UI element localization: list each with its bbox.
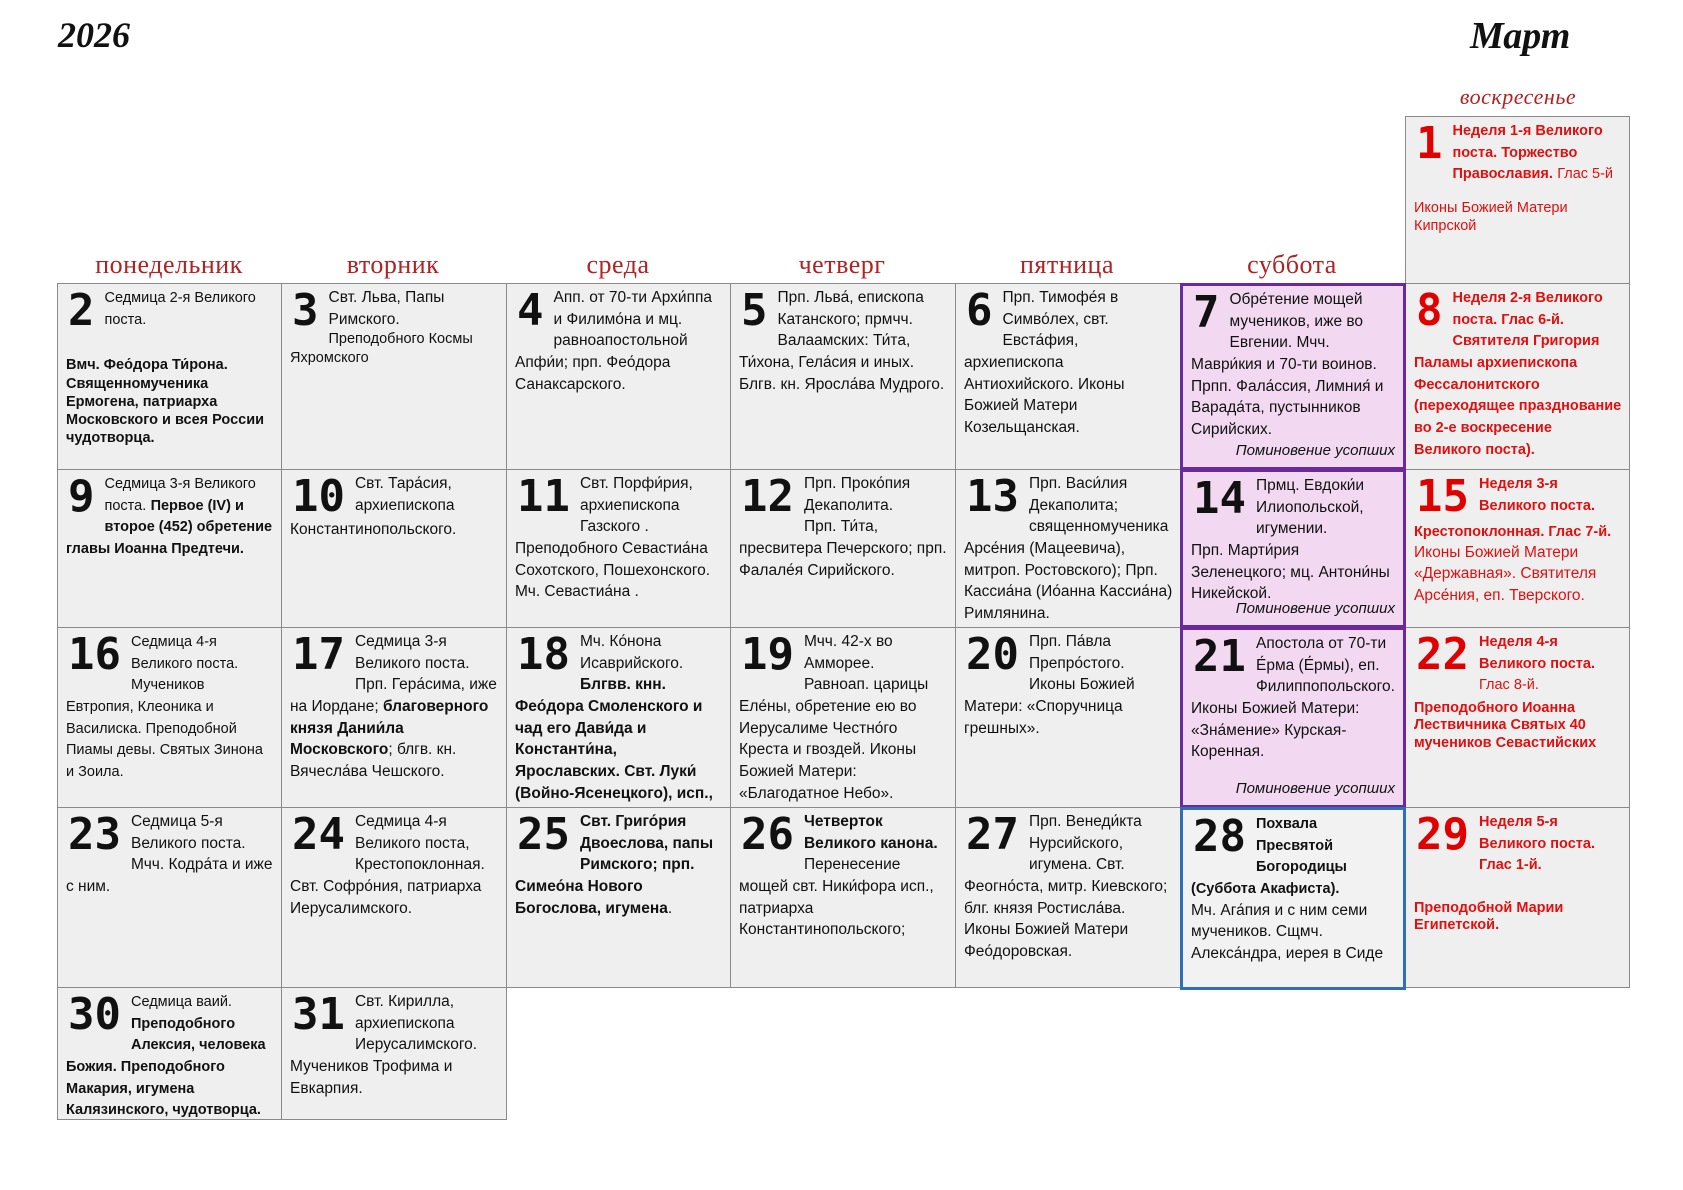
- day-text: Перенесение мощей свт. Ники́фора исп., патриарха Константинопольского;: [739, 856, 934, 939]
- day-text: Мч. Ко́нона Исаврийского.: [579, 633, 684, 672]
- day-cell-22[interactable]: [1405, 627, 1630, 808]
- day-cell-14[interactable]: [1180, 469, 1406, 628]
- day-cell-23[interactable]: [57, 807, 282, 988]
- day-text-2: Прп. Гера́сима, иже на Иордане;: [290, 676, 497, 716]
- day-cell-8[interactable]: [1405, 283, 1630, 470]
- day-title-2: Преподобной Марии Египетской.: [1414, 900, 1564, 934]
- day-number: 8: [1416, 285, 1443, 336]
- weekday-monday: понедельник: [95, 250, 243, 279]
- day-text: Седмица 4-я Великого поста, Крестопоклонная. Свт. Софро́ния, патриарха Иерусалимского.: [290, 813, 485, 917]
- day-feast: Вмч. Фео́дора Ти́рона. Священномученика Ермогена, патриарха Московского и всея России чудотворца.: [66, 357, 265, 446]
- day-text: Прмц. Евдоки́и Илиопольской, игумении.: [1255, 477, 1365, 538]
- day-cell-17[interactable]: [281, 627, 507, 808]
- day-feast: Блгвв. кнн. Фео́дора Смоленского и чад его Дави́да и Константи́на, Ярославских. Свт. Луки́ (Войно-Ясенецкого), исп.,: [515, 676, 713, 802]
- day-number: 11: [517, 471, 570, 522]
- day-text: Прп. Льва́, епископа Катанского; прмчч. Валаамских: Ти́та, Ти́хона, Гела́сия и иных. Блгв. кн. Яросла́ва Мудрого.: [739, 289, 945, 393]
- day-cell-12[interactable]: [730, 469, 956, 628]
- day-cell-30[interactable]: [57, 987, 282, 1120]
- day-text: Прп. Тимофе́я в Симво́лех, свт. Евста́фия, архиепископа Антиохийского. Иконы Божией Матери Козельщанская.: [964, 289, 1125, 437]
- day-cell-18[interactable]: [506, 627, 731, 808]
- day-cell-5[interactable]: [730, 283, 956, 470]
- day-text: Иконы Божией Матери Кипрской: [1414, 200, 1568, 235]
- day-number: 5: [741, 285, 768, 336]
- day-number: 23: [68, 809, 121, 860]
- day-number: 12: [741, 471, 794, 522]
- day-text: Седмица 4-я Великого поста. Мучеников Евтропия, Клеоника и Василиска. Преподобной Пиамы девы. Святых Зинона и Зоила.: [66, 634, 263, 781]
- day-feast: Четверток Великого канона.: [803, 813, 938, 852]
- day-cell-29[interactable]: [1405, 807, 1630, 988]
- day-feast: Преподобного Алексия, человека Божия. Преподобного Макария, игумена Калязинского, чудотворца.: [66, 1015, 266, 1119]
- day-text-2: Иконы Божией Матери: «Споручница грешных».: [964, 676, 1135, 737]
- day-cell-24[interactable]: [281, 807, 507, 988]
- day-text-2: Преподобного Космы Яхромского: [290, 331, 473, 366]
- day-cell-3[interactable]: [281, 283, 507, 470]
- day-title: Неделя 2-я Великого поста. Глас 6-й. Святителя Григория Паламы архиепископа Фессалонитского (переходящее празднование во 2-е воскресение Великого поста).: [1414, 290, 1622, 458]
- day-cell-19[interactable]: [730, 627, 956, 808]
- day-text: Свт. Кирилла, архиепископа Иерусалимского. Мучеников Трофима и Евкарпия.: [290, 993, 478, 1097]
- day-cell-11[interactable]: [506, 469, 731, 628]
- day-cell-26[interactable]: [730, 807, 956, 988]
- day-text: Свт. Тара́сия, архиепископа Константинопольского.: [290, 475, 457, 538]
- day-cell-16[interactable]: [57, 627, 282, 808]
- day-number: 30: [68, 989, 121, 1040]
- day-text: Прп. Венеди́кта Нурсийского, игумена. Свт. Феогно́ста, митр. Киевского; блг. князя Ростисла́ва. Иконы Божией Матери Фео́доровская.: [964, 813, 1168, 961]
- memorial-label: Поминовение усопших: [1235, 780, 1395, 797]
- day-number: 9: [68, 471, 95, 522]
- year-title: 2026: [58, 15, 130, 55]
- day-text: Апостола от 70-ти Е́рма (Е́рмы), еп. Филиппопольского. Иконы Божией Матери: «Зна́мение» Курская-Коренная.: [1191, 635, 1395, 761]
- day-number: 17: [292, 629, 345, 680]
- day-text: Обре́тение мощей мучеников, иже во Евгении. Мчч. Маври́кия и 70-ти воинов. Прпп. Фала́ссия, Лимния́ и Варада́та, пустынников Сирийских.: [1191, 291, 1384, 439]
- weekday-thursday: четверг: [798, 250, 886, 279]
- day-text: Иконы Божией Матери «Державная». Святителя Арсе́ния, еп. Тверского.: [1414, 543, 1597, 605]
- day-text-2: Прп. Марти́рия Зеленецкого; мц. Антони́ны Никейской.: [1191, 542, 1390, 603]
- day-number: 3: [292, 285, 319, 336]
- day-cell-4[interactable]: [506, 283, 731, 470]
- day-number: 1: [1416, 118, 1443, 169]
- day-cell-27[interactable]: [955, 807, 1181, 988]
- day-title-2: Крестопоклонная. Глас 7-й.: [1414, 524, 1612, 541]
- day-title: Неделя 1-я Великого поста. Торжество Православия.: [1452, 123, 1603, 183]
- day-feast: Первое (IV) и второе (452) обретение главы Иоанна Предтечи.: [66, 497, 273, 558]
- day-number: 24: [292, 809, 345, 860]
- day-cell-20[interactable]: [955, 627, 1181, 808]
- day-feast: Похвала Пресвятой Богородицы (Суббота Акафиста).: [1191, 816, 1347, 898]
- day-text: Апп. от 70-ти Архи́ппа и Филимо́на и мц. равноапостольной Апфи́и; прп. Фео́дора Санаксарского.: [515, 289, 712, 393]
- day-cell-21[interactable]: [1180, 627, 1406, 808]
- day-number: 4: [517, 285, 544, 336]
- day-text: Седмица 3-я Великого поста.: [104, 476, 256, 514]
- day-number: 27: [966, 809, 1019, 860]
- day-cell-6[interactable]: [955, 283, 1181, 470]
- day-number: 16: [68, 629, 121, 680]
- day-number: 29: [1416, 809, 1469, 860]
- day-number: 31: [292, 989, 345, 1040]
- day-feast: благоверного князя Дании́ла Московского: [290, 698, 489, 759]
- day-text-2: Прп. Ти́та, пресвитера Печерского; прп. Фалале́я Сирийского.: [739, 518, 947, 579]
- day-number: 19: [741, 629, 794, 680]
- day-text: Мчч. 42-х во Амморее.: [803, 633, 893, 672]
- day-cell-1[interactable]: [1405, 116, 1630, 284]
- day-text: Седмица 2-я Великого поста.: [104, 290, 256, 328]
- day-number: 7: [1193, 287, 1220, 338]
- day-text-3: ; блгв. кн. Вячесла́ва Чешского.: [290, 741, 457, 781]
- day-text: Седмица 3-я Великого поста.: [354, 633, 470, 672]
- day-title: Неделя 3-я Великого поста.: [1478, 476, 1595, 514]
- weekday-saturday: суббота: [1247, 250, 1337, 279]
- day-title: Неделя 4-я Великого поста.: [1478, 634, 1595, 672]
- memorial-label: Поминовение усопших: [1235, 442, 1395, 459]
- day-number: 20: [966, 629, 1019, 680]
- day-text: Седмица ваий.: [130, 994, 232, 1010]
- day-text: Прп. Проко́пия Декаполита.: [803, 475, 911, 514]
- day-number: 2: [68, 285, 95, 336]
- day-number: 26: [741, 809, 794, 860]
- day-text: Свт. Льва, Папы Римского.: [328, 289, 445, 328]
- day-title-2: Преподобного Иоанна Лествичника Святых 40 мучеников Севастийских: [1414, 700, 1597, 751]
- day-cell-9[interactable]: [57, 469, 282, 628]
- day-cell-2[interactable]: [57, 283, 282, 470]
- day-cell-7[interactable]: [1180, 283, 1406, 470]
- day-text: Мч. Ага́пия и с ним семи мучеников. Сщмч. Алекса́ндра, иерея в Сиде: [1191, 901, 1384, 963]
- month-title: Март: [1470, 15, 1571, 57]
- day-text: Седмица 5-я Великого поста. Мчч. Кодра́та и иже с ним.: [66, 813, 273, 896]
- day-tone: Глас 8-й.: [1478, 677, 1539, 694]
- day-text: Свт. Порфи́рия, архиепископа Газского . Преподобного Севастиа́на Сохотского, Пошехонского. Мч. Севастиа́на .: [515, 475, 711, 601]
- day-number: 25: [517, 809, 570, 860]
- day-title: Неделя 5-я Великого поста. Глас 1-й.: [1478, 814, 1595, 874]
- day-feast: Свт. Григо́рия Двоеслова, папы Римского; прп. Симео́на Нового Богослова, игумена: [515, 813, 714, 917]
- weekday-sunday: воскресенье: [1459, 84, 1577, 109]
- day-text: Прп. Па́вла Препро́стого.: [1028, 633, 1125, 672]
- day-number: 28: [1193, 811, 1246, 862]
- weekday-friday: пятница: [1019, 250, 1115, 279]
- day-cell-25[interactable]: [506, 807, 731, 988]
- day-number: 18: [517, 629, 570, 680]
- day-number: 21: [1193, 631, 1246, 682]
- day-number: 15: [1416, 471, 1469, 522]
- day-cell-10[interactable]: [281, 469, 507, 628]
- memorial-label: Поминовение усопших: [1235, 600, 1395, 617]
- day-tone: Глас 5-й: [1557, 166, 1614, 183]
- weekday-tuesday: вторник: [346, 250, 440, 279]
- day-number: 6: [966, 285, 993, 336]
- day-number: 13: [966, 471, 1019, 522]
- day-cell-31[interactable]: [281, 987, 507, 1120]
- day-cell-28[interactable]: [1180, 807, 1406, 990]
- day-cell-13[interactable]: [955, 469, 1181, 628]
- weekday-wednesday: среда: [586, 250, 650, 279]
- day-cell-15[interactable]: [1405, 469, 1630, 628]
- day-number: 22: [1416, 629, 1469, 680]
- day-text-3: .: [667, 899, 673, 917]
- day-number: 14: [1193, 473, 1246, 524]
- day-text-2: Равноап. царицы Еле́ны, обретение ею во Иерусалиме Честно́го Креста и гвоздей. Иконы Божией Матери: «Благодатное Небо».: [739, 676, 929, 802]
- day-text: Прп. Васи́лия Декаполита; священномученика Арсе́ния (Мацеевича), митроп. Ростовского); Прп. Кассиа́на (Ио́анна Кассиа́на) Римлянина.: [964, 475, 1173, 623]
- day-number: 10: [292, 471, 345, 522]
